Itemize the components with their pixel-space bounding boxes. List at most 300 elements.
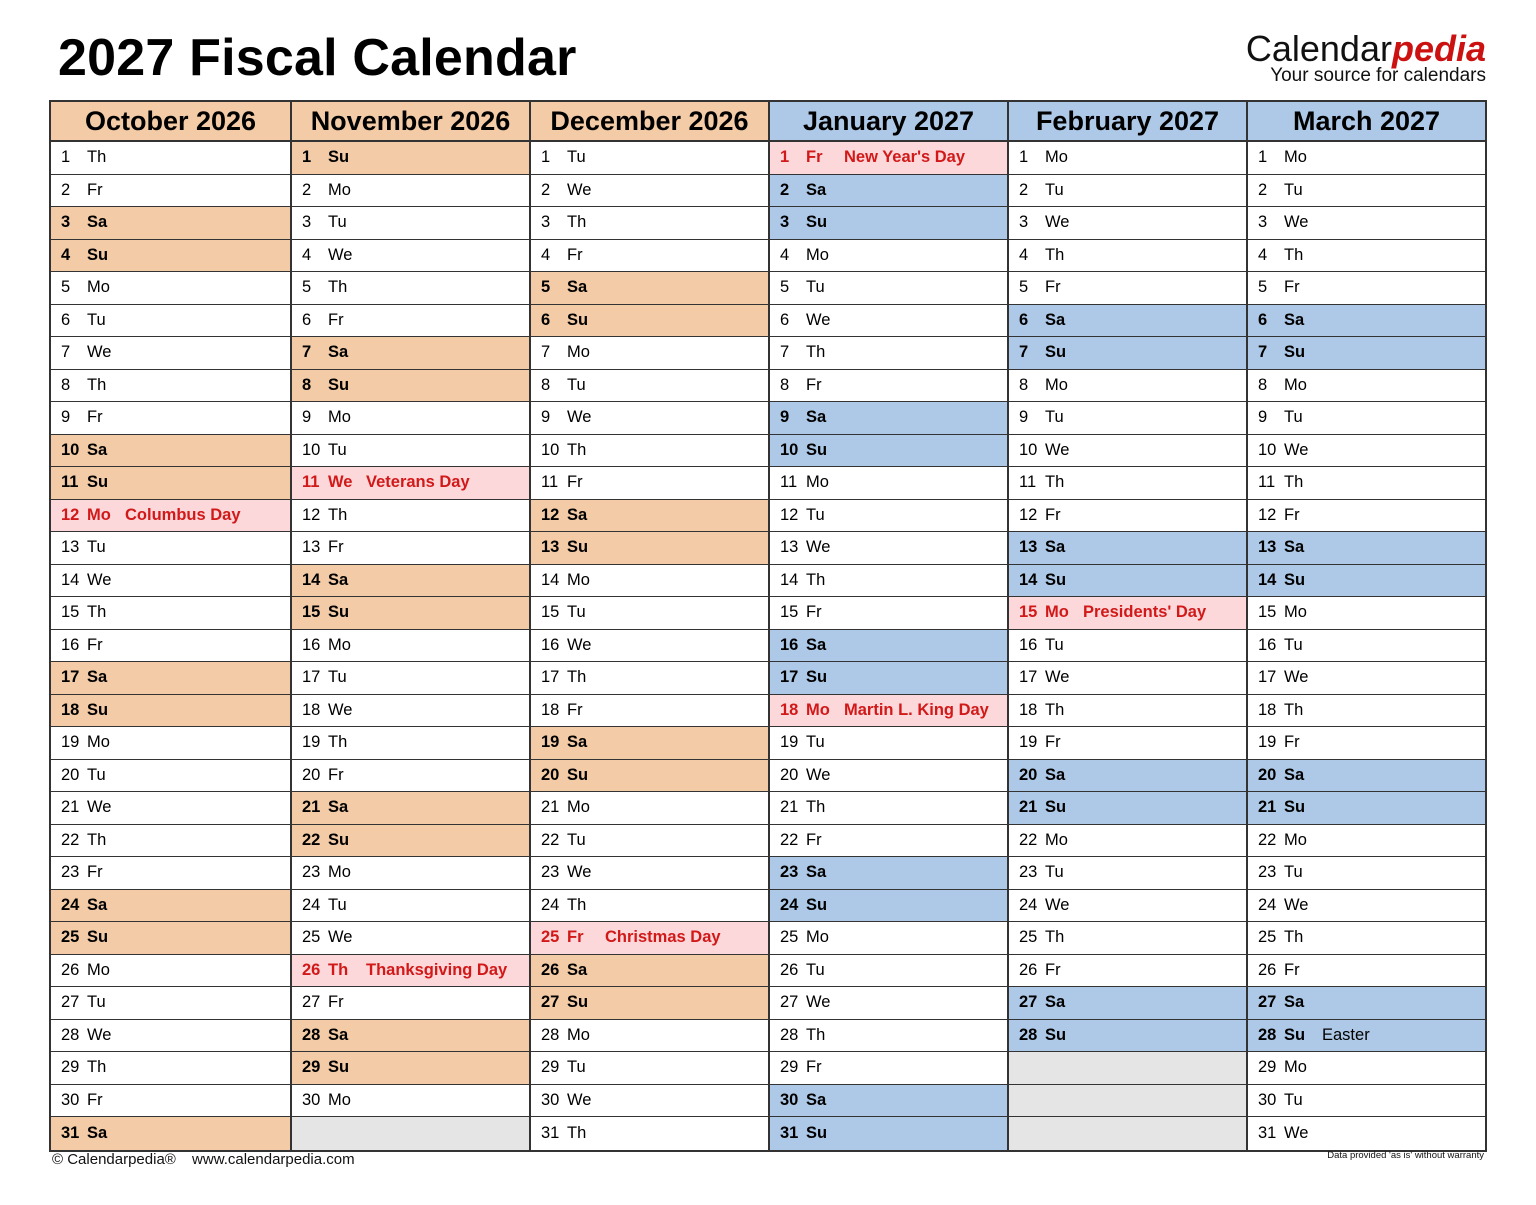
weekday-label: We bbox=[806, 993, 831, 1012]
weekday-label: Mo bbox=[1045, 148, 1068, 167]
weekday-label: Mo bbox=[567, 1025, 590, 1044]
weekday-label: Sa bbox=[328, 343, 349, 362]
day-cell bbox=[770, 337, 1007, 370]
weekday-label: Tu bbox=[806, 278, 825, 297]
weekend-day-cell bbox=[770, 662, 1007, 695]
weekday-label: Th bbox=[1284, 928, 1304, 947]
empty-day-cell bbox=[292, 1117, 529, 1150]
day-cell bbox=[1248, 142, 1485, 175]
day-cell bbox=[531, 565, 768, 598]
day-number: 17 bbox=[780, 668, 799, 687]
day-number: 17 bbox=[541, 668, 560, 687]
weekday-label: Mo bbox=[1045, 603, 1069, 622]
weekday-label: Su bbox=[328, 148, 350, 167]
day-number: 13 bbox=[541, 538, 560, 557]
day-cell bbox=[1009, 175, 1246, 208]
day-number: 21 bbox=[1258, 798, 1277, 817]
day-number: 15 bbox=[1258, 603, 1277, 622]
day-number: 3 bbox=[541, 213, 551, 232]
day-number: 13 bbox=[302, 538, 321, 557]
day-number: 6 bbox=[302, 310, 312, 329]
day-number: 13 bbox=[61, 538, 80, 557]
day-number: 12 bbox=[1258, 505, 1277, 524]
day-number: 13 bbox=[780, 538, 799, 557]
weekday-label: Th bbox=[87, 375, 107, 394]
holiday-day-cell bbox=[292, 955, 529, 988]
day-number: 18 bbox=[780, 700, 799, 719]
day-number: 1 bbox=[1258, 148, 1268, 167]
day-cell bbox=[51, 1085, 290, 1118]
holiday-name: Presidents' Day bbox=[1083, 603, 1207, 622]
day-number: 18 bbox=[541, 700, 560, 719]
weekday-label: We bbox=[1045, 440, 1070, 459]
day-number: 14 bbox=[1019, 570, 1038, 589]
day-number: 5 bbox=[1258, 278, 1268, 297]
weekend-day-cell bbox=[770, 857, 1007, 890]
day-number: 18 bbox=[1258, 700, 1277, 719]
holiday-day-cell bbox=[292, 467, 529, 500]
weekday-label: We bbox=[1284, 668, 1309, 687]
day-cell bbox=[531, 890, 768, 923]
weekday-label: Tu bbox=[1284, 180, 1303, 199]
weekday-label: Mo bbox=[806, 473, 829, 492]
weekday-label: Tu bbox=[567, 1058, 586, 1077]
weekday-label: Fr bbox=[1284, 960, 1300, 979]
day-cell bbox=[1248, 240, 1485, 273]
day-number: 24 bbox=[1258, 895, 1277, 914]
day-cell bbox=[51, 987, 290, 1020]
weekday-label: Sa bbox=[1045, 993, 1066, 1012]
weekend-day-cell bbox=[770, 207, 1007, 240]
weekday-label: Th bbox=[1045, 473, 1065, 492]
month-column bbox=[51, 102, 290, 1150]
day-number: 14 bbox=[302, 570, 321, 589]
weekday-label: Tu bbox=[806, 505, 825, 524]
weekday-label: Sa bbox=[328, 570, 349, 589]
day-cell bbox=[770, 955, 1007, 988]
weekday-label: Mo bbox=[1284, 375, 1307, 394]
weekday-label: Th bbox=[567, 895, 587, 914]
day-cell bbox=[531, 435, 768, 468]
day-number: 16 bbox=[1019, 635, 1038, 654]
day-number: 8 bbox=[1258, 375, 1268, 394]
holiday-day-cell bbox=[1009, 597, 1246, 630]
weekday-label: Fr bbox=[1045, 733, 1061, 752]
weekend-day-cell bbox=[1009, 305, 1246, 338]
day-cell bbox=[531, 825, 768, 858]
weekday-label: Su bbox=[87, 928, 109, 947]
day-cell bbox=[51, 565, 290, 598]
day-cell bbox=[1248, 955, 1485, 988]
day-number: 6 bbox=[541, 310, 551, 329]
day-number: 2 bbox=[1258, 180, 1268, 199]
weekend-day-cell bbox=[1009, 760, 1246, 793]
day-number: 9 bbox=[780, 408, 790, 427]
weekday-label: Su bbox=[806, 213, 828, 232]
weekday-label: Th bbox=[567, 1123, 587, 1142]
holiday-name: Christmas Day bbox=[605, 928, 721, 947]
day-cell bbox=[1009, 662, 1246, 695]
day-cell bbox=[292, 435, 529, 468]
day-number: 27 bbox=[1019, 993, 1038, 1012]
day-number: 10 bbox=[61, 440, 80, 459]
day-number: 13 bbox=[1258, 538, 1277, 557]
day-cell bbox=[292, 857, 529, 890]
day-number: 25 bbox=[61, 928, 80, 947]
weekday-label: Mo bbox=[328, 635, 351, 654]
weekday-label: We bbox=[1284, 895, 1309, 914]
weekend-day-cell bbox=[51, 467, 290, 500]
weekday-label: We bbox=[806, 765, 831, 784]
weekday-label: Mo bbox=[1284, 830, 1307, 849]
weekday-label: Mo bbox=[87, 278, 110, 297]
day-number: 26 bbox=[1258, 960, 1277, 979]
weekday-label: Sa bbox=[567, 960, 588, 979]
day-number: 17 bbox=[61, 668, 80, 687]
day-cell bbox=[531, 792, 768, 825]
day-number: 12 bbox=[61, 505, 80, 524]
day-number: 10 bbox=[1258, 440, 1277, 459]
weekday-label: Tu bbox=[806, 733, 825, 752]
weekday-label: We bbox=[567, 1090, 592, 1109]
weekday-label: Sa bbox=[328, 1025, 349, 1044]
day-number: 5 bbox=[1019, 278, 1029, 297]
day-number: 6 bbox=[1019, 310, 1029, 329]
day-number: 12 bbox=[541, 505, 560, 524]
weekday-label: Su bbox=[1045, 798, 1067, 817]
day-number: 4 bbox=[1258, 245, 1268, 264]
disclaimer-text: Data provided 'as is' without warranty bbox=[1327, 1150, 1484, 1161]
month-column bbox=[1007, 102, 1246, 1150]
weekday-label: Fr bbox=[806, 1058, 822, 1077]
day-cell bbox=[1248, 272, 1485, 305]
weekday-label: Th bbox=[1284, 700, 1304, 719]
weekday-label: We bbox=[1284, 213, 1309, 232]
weekday-label: Tu bbox=[1284, 1090, 1303, 1109]
day-number: 9 bbox=[302, 408, 312, 427]
day-cell bbox=[531, 240, 768, 273]
weekday-label: Su bbox=[1284, 1025, 1306, 1044]
day-cell bbox=[292, 240, 529, 273]
day-number: 20 bbox=[780, 765, 799, 784]
weekend-day-cell bbox=[770, 435, 1007, 468]
day-number: 29 bbox=[780, 1058, 799, 1077]
weekend-day-cell bbox=[1009, 1020, 1246, 1053]
weekday-label: Fr bbox=[1284, 505, 1300, 524]
weekday-label: Fr bbox=[1045, 960, 1061, 979]
weekday-label: Mo bbox=[806, 700, 830, 719]
weekend-day-cell bbox=[51, 662, 290, 695]
weekday-label: Su bbox=[567, 538, 589, 557]
day-number: 9 bbox=[1258, 408, 1268, 427]
day-number: 4 bbox=[1019, 245, 1029, 264]
day-cell bbox=[292, 272, 529, 305]
day-number: 22 bbox=[1258, 830, 1277, 849]
day-number: 25 bbox=[1258, 928, 1277, 947]
day-number: 26 bbox=[780, 960, 799, 979]
weekday-label: Sa bbox=[1045, 310, 1066, 329]
day-number: 7 bbox=[1258, 343, 1268, 362]
day-number: 3 bbox=[780, 213, 790, 232]
weekend-day-cell bbox=[770, 175, 1007, 208]
day-cell bbox=[51, 370, 290, 403]
day-number: 7 bbox=[541, 343, 551, 362]
day-number: 27 bbox=[541, 993, 560, 1012]
day-number: 15 bbox=[780, 603, 799, 622]
weekend-day-cell bbox=[292, 370, 529, 403]
weekday-label: Th bbox=[806, 798, 826, 817]
weekday-label: Mo bbox=[1045, 830, 1068, 849]
day-number: 2 bbox=[61, 180, 71, 199]
weekday-label: Sa bbox=[1284, 765, 1305, 784]
weekday-label: Su bbox=[567, 310, 589, 329]
day-number: 21 bbox=[302, 798, 321, 817]
day-cell bbox=[531, 467, 768, 500]
weekday-label: Mo bbox=[328, 863, 351, 882]
weekend-day-cell bbox=[51, 207, 290, 240]
day-number: 28 bbox=[1258, 1025, 1277, 1044]
day-cell bbox=[770, 727, 1007, 760]
weekday-label: Th bbox=[567, 213, 587, 232]
weekday-label: Fr bbox=[567, 245, 583, 264]
weekday-label: We bbox=[1045, 213, 1070, 232]
day-cell bbox=[292, 662, 529, 695]
holiday-name: Martin L. King Day bbox=[844, 700, 989, 719]
copyright-text: © Calendarpedia® bbox=[52, 1151, 176, 1168]
weekday-label: Th bbox=[328, 278, 348, 297]
weekday-label: Tu bbox=[567, 375, 586, 394]
weekday-label: We bbox=[328, 928, 353, 947]
day-cell bbox=[770, 565, 1007, 598]
day-number: 3 bbox=[1019, 213, 1029, 232]
day-number: 17 bbox=[302, 668, 321, 687]
day-cell bbox=[1248, 1117, 1485, 1150]
weekday-label: Fr bbox=[1045, 505, 1061, 524]
day-number: 6 bbox=[780, 310, 790, 329]
website-link[interactable]: www.calendarpedia.com bbox=[192, 1151, 355, 1168]
brand-name bbox=[1246, 30, 1486, 68]
weekday-label: Su bbox=[806, 668, 828, 687]
weekend-day-cell bbox=[770, 1085, 1007, 1118]
day-cell bbox=[531, 1020, 768, 1053]
day-number: 5 bbox=[541, 278, 551, 297]
day-number: 23 bbox=[302, 863, 321, 882]
day-cell bbox=[770, 532, 1007, 565]
day-number: 19 bbox=[302, 733, 321, 752]
weekend-day-cell bbox=[770, 630, 1007, 663]
day-cell bbox=[770, 597, 1007, 630]
weekday-label: Th bbox=[1045, 245, 1065, 264]
weekday-label: Sa bbox=[1284, 538, 1305, 557]
weekday-label: We bbox=[328, 700, 353, 719]
day-cell bbox=[1009, 435, 1246, 468]
weekend-day-cell bbox=[531, 727, 768, 760]
day-cell bbox=[531, 1085, 768, 1118]
weekday-label: Su bbox=[1045, 1025, 1067, 1044]
day-cell bbox=[531, 857, 768, 890]
day-number: 29 bbox=[302, 1058, 321, 1077]
weekday-label: Sa bbox=[806, 863, 827, 882]
weekday-label: Fr bbox=[87, 635, 103, 654]
weekend-day-cell bbox=[531, 272, 768, 305]
weekday-label: Sa bbox=[806, 635, 827, 654]
day-number: 5 bbox=[302, 278, 312, 297]
weekday-label: Su bbox=[87, 473, 109, 492]
weekday-label: Tu bbox=[1045, 863, 1064, 882]
day-number: 25 bbox=[302, 928, 321, 947]
weekday-label: Su bbox=[1045, 343, 1067, 362]
day-number: 30 bbox=[61, 1090, 80, 1109]
day-number: 21 bbox=[61, 798, 80, 817]
weekday-label: Su bbox=[328, 375, 350, 394]
weekday-label: Tu bbox=[567, 603, 586, 622]
weekday-label: Fr bbox=[567, 928, 584, 947]
day-number: 9 bbox=[61, 408, 71, 427]
day-cell bbox=[51, 175, 290, 208]
empty-day-cell bbox=[1009, 1117, 1246, 1150]
day-number: 28 bbox=[302, 1025, 321, 1044]
day-cell bbox=[1009, 402, 1246, 435]
day-number: 20 bbox=[61, 765, 80, 784]
month-header: February 2027 bbox=[1009, 102, 1246, 142]
day-cell bbox=[531, 1052, 768, 1085]
weekday-label: Fr bbox=[567, 700, 583, 719]
day-number: 3 bbox=[302, 213, 312, 232]
day-number: 4 bbox=[302, 245, 312, 264]
day-cell bbox=[1009, 727, 1246, 760]
weekend-day-cell bbox=[292, 792, 529, 825]
weekday-label: Sa bbox=[1284, 993, 1305, 1012]
day-cell bbox=[51, 792, 290, 825]
weekday-label: Fr bbox=[328, 765, 344, 784]
weekday-label: Sa bbox=[87, 895, 108, 914]
day-number: 21 bbox=[1019, 798, 1038, 817]
day-number: 1 bbox=[61, 148, 71, 167]
weekday-label: Th bbox=[806, 343, 826, 362]
weekday-label: We bbox=[87, 343, 112, 362]
weekday-label: Tu bbox=[1045, 180, 1064, 199]
holiday-name: New Year's Day bbox=[844, 148, 966, 167]
weekday-label: We bbox=[567, 635, 592, 654]
day-cell bbox=[1009, 922, 1246, 955]
day-number: 17 bbox=[1019, 668, 1038, 687]
brand-name-accent: pedia bbox=[1391, 28, 1486, 69]
day-cell bbox=[1248, 402, 1485, 435]
weekday-label: Su bbox=[1284, 570, 1306, 589]
day-number: 7 bbox=[61, 343, 71, 362]
day-number: 26 bbox=[61, 960, 80, 979]
day-cell bbox=[1248, 922, 1485, 955]
day-number: 22 bbox=[541, 830, 560, 849]
weekday-label: Th bbox=[806, 570, 826, 589]
weekday-label: We bbox=[87, 570, 112, 589]
day-number: 31 bbox=[61, 1123, 80, 1142]
day-number: 5 bbox=[780, 278, 790, 297]
day-number: 12 bbox=[302, 505, 321, 524]
weekend-day-cell bbox=[531, 955, 768, 988]
month-header: November 2026 bbox=[292, 102, 529, 142]
day-number: 9 bbox=[541, 408, 551, 427]
weekday-label: Th bbox=[87, 1058, 107, 1077]
day-number: 30 bbox=[541, 1090, 560, 1109]
weekday-label: Tu bbox=[87, 993, 106, 1012]
weekday-label: Su bbox=[567, 993, 589, 1012]
day-cell bbox=[531, 402, 768, 435]
weekend-day-cell bbox=[1009, 565, 1246, 598]
day-number: 7 bbox=[302, 343, 312, 362]
holiday-day-cell bbox=[51, 500, 290, 533]
weekday-label: Th bbox=[567, 440, 587, 459]
day-number: 16 bbox=[541, 635, 560, 654]
weekend-day-cell bbox=[51, 240, 290, 273]
day-number: 14 bbox=[541, 570, 560, 589]
day-number: 30 bbox=[1258, 1090, 1277, 1109]
month-header: January 2027 bbox=[770, 102, 1007, 142]
weekday-label: Sa bbox=[1045, 538, 1066, 557]
holiday-day-cell bbox=[770, 695, 1007, 728]
holiday-day-cell bbox=[531, 922, 768, 955]
day-number: 10 bbox=[541, 440, 560, 459]
weekday-label: Tu bbox=[1045, 635, 1064, 654]
day-number: 2 bbox=[1019, 180, 1029, 199]
day-cell bbox=[770, 792, 1007, 825]
brand-tagline: Your source for calendars bbox=[1270, 65, 1486, 86]
day-cell bbox=[531, 207, 768, 240]
brand-logo bbox=[1246, 30, 1486, 86]
day-cell bbox=[531, 337, 768, 370]
day-cell bbox=[1248, 825, 1485, 858]
day-number: 16 bbox=[780, 635, 799, 654]
day-number: 6 bbox=[1258, 310, 1268, 329]
weekday-label: Sa bbox=[87, 440, 108, 459]
day-number: 16 bbox=[302, 635, 321, 654]
day-cell bbox=[1248, 630, 1485, 663]
page-title: 2027 Fiscal Calendar bbox=[58, 29, 577, 87]
weekday-label: Mo bbox=[1284, 603, 1307, 622]
day-number: 29 bbox=[1258, 1058, 1277, 1077]
day-cell bbox=[51, 337, 290, 370]
weekday-label: Su bbox=[806, 440, 828, 459]
brand-name-plain: Calendar bbox=[1245, 28, 1392, 69]
day-number: 3 bbox=[61, 213, 71, 232]
month-header: March 2027 bbox=[1248, 102, 1485, 142]
weekday-label: Tu bbox=[328, 668, 347, 687]
day-cell bbox=[51, 955, 290, 988]
weekend-day-cell bbox=[1248, 760, 1485, 793]
day-number: 8 bbox=[780, 375, 790, 394]
day-cell bbox=[1248, 597, 1485, 630]
day-cell bbox=[51, 1052, 290, 1085]
day-cell bbox=[51, 305, 290, 338]
weekday-label: Fr bbox=[567, 473, 583, 492]
weekday-label: Tu bbox=[87, 765, 106, 784]
weekend-day-cell bbox=[292, 337, 529, 370]
day-cell bbox=[770, 370, 1007, 403]
day-number: 4 bbox=[780, 245, 790, 264]
weekday-label: Fr bbox=[328, 993, 344, 1012]
day-cell bbox=[531, 695, 768, 728]
day-cell bbox=[1009, 630, 1246, 663]
day-cell bbox=[531, 142, 768, 175]
day-cell bbox=[1009, 825, 1246, 858]
day-number: 15 bbox=[541, 603, 560, 622]
day-number: 25 bbox=[541, 928, 560, 947]
day-cell bbox=[1009, 857, 1246, 890]
day-cell bbox=[292, 630, 529, 663]
day-number: 14 bbox=[61, 570, 80, 589]
day-cell bbox=[51, 630, 290, 663]
weekday-label: Mo bbox=[567, 570, 590, 589]
